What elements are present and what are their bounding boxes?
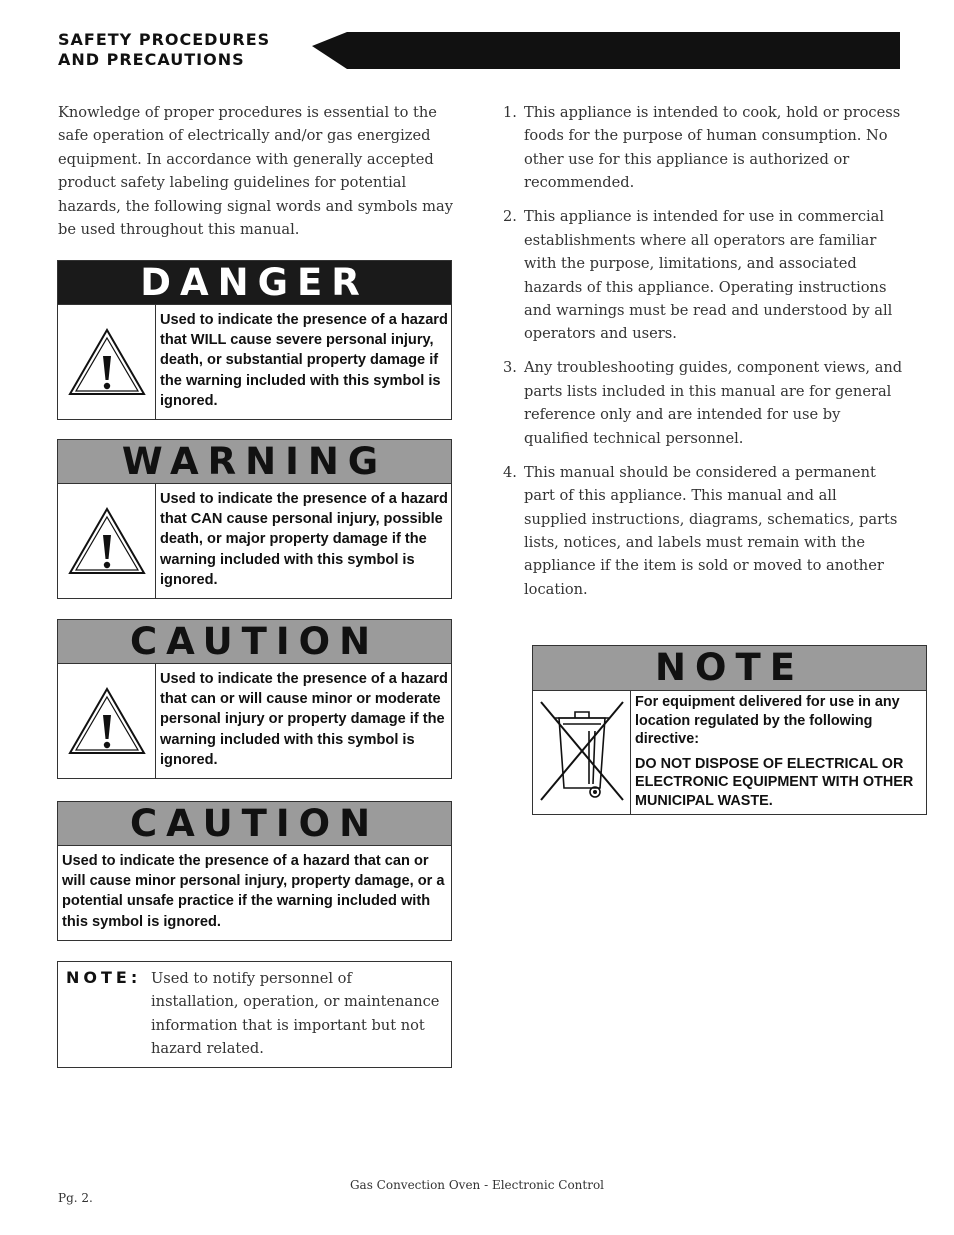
- warning-triangle-icon: [58, 664, 156, 778]
- caution-heading: CAUTION: [58, 620, 451, 664]
- danger-heading: DANGER: [58, 261, 451, 305]
- header-bar-decoration: [312, 32, 900, 69]
- caution-description: Used to indicate the presence of a hazard that can or will cause minor or moderate personal injury or property damage if the warning included with this symbol is ignored.: [160, 671, 448, 768]
- section-title-line-2: AND PRECAUTIONS: [58, 50, 245, 69]
- page-section-title: [58, 30, 270, 70]
- warning-box: [57, 439, 452, 599]
- warning-triangle-icon: [58, 484, 156, 598]
- footer-document-title: Gas Convection Oven - Electronic Control: [349, 1178, 605, 1192]
- list-item: 4. This manual should be considered a permanent part of this appliance. This manual and all supplied instructions, diagrams, schematics, parts lists, notices, and labels must remain with the appliance if the item is sold or moved to another location.: [503, 463, 898, 598]
- caution-description: Used to indicate the presence of a hazard that can or will cause minor personal injury, property damage, or a potential unsafe practice if the warning included with this symbol is ignored.: [62, 853, 445, 930]
- caution-box-text-only: [57, 801, 452, 941]
- note-box: [57, 961, 452, 1068]
- warning-triangle-icon: [58, 305, 156, 419]
- footer-page-number: Pg. 2.: [58, 1191, 93, 1205]
- intro-paragraph: Knowledge of proper procedures is essential to the safe operation of electrically and/or gas energized equipment. In accordance with generally accepted product safety labeling guidelines for potential hazards, the following signal words and symbols may be used throughout this manual.: [58, 104, 453, 239]
- weee-note-box: [532, 645, 927, 815]
- list-item: 3. Any troubleshooting guides, component views, and parts lists included in this manual are for general reference only and are intended for use by qualified technical personnel.: [503, 359, 903, 447]
- caution-box-with-symbol: [57, 619, 452, 779]
- danger-box: [57, 260, 452, 420]
- crossed-bin-icon: [533, 691, 631, 814]
- danger-description: Used to indicate the presence of a hazard that WILL cause severe personal injury, death, or substantial property damage if the warning included with this symbol is ignored.: [160, 312, 448, 409]
- warning-heading: WARNING: [58, 440, 451, 484]
- safety-list: [503, 101, 903, 612]
- note-heading: NOTE: [533, 646, 926, 691]
- note-disposal-warning: DO NOT DISPOSE OF ELECTRICAL OR ELECTRONIC EQUIPMENT WITH OTHER MUNICIPAL WASTE.: [635, 755, 914, 809]
- list-item: 2. This appliance is intended for use in commercial establishments where all operators are familiar with the purpose, limitations, and associated hazards of this appliance. Operating instructions and warnings must be read and understood by all operators and users.: [503, 208, 893, 343]
- list-item: 1. This appliance is intended to cook, hold or process foods for the purpose of human consumption. No other use for this appliance is authorized or recommended.: [503, 104, 901, 192]
- note-label: NOTE:: [66, 968, 142, 987]
- note-description: Used to notify personnel of installation, operation, or maintenance information that is important but not hazard related.: [151, 970, 440, 1058]
- section-title-line-1: SAFETY PROCEDURES: [58, 30, 271, 49]
- caution-heading: CAUTION: [58, 802, 451, 846]
- note-directive-text: For equipment delivered for use in any location regulated by the following directive:: [635, 694, 900, 748]
- warning-description: Used to indicate the presence of a hazard that CAN cause personal injury, possible death, or major property damage if the warning included with this symbol is ignored.: [160, 491, 448, 588]
